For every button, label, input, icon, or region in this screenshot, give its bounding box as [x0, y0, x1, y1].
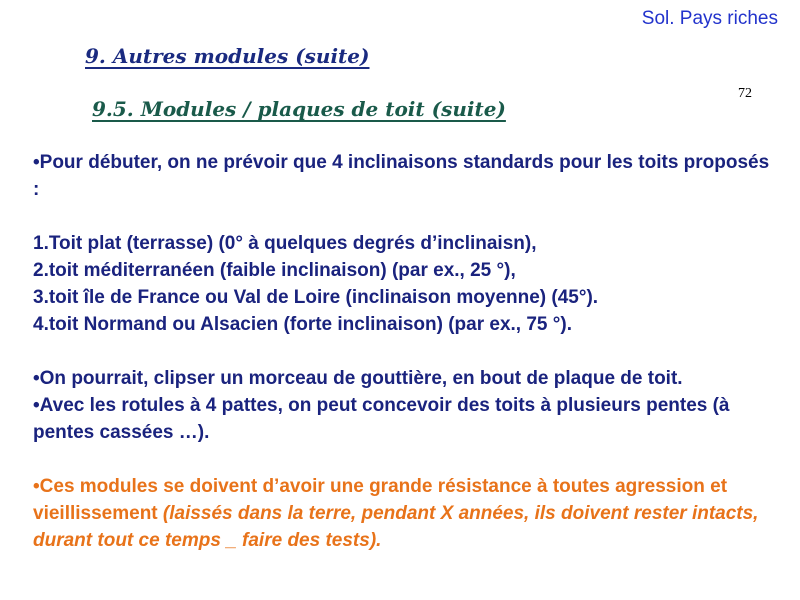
- spacer: [33, 338, 773, 365]
- list-item: 3.toit île de France ou Val de Loire (inclinaison moyenne) (45°).: [33, 287, 599, 308]
- slide-body: [33, 149, 773, 554]
- slide-title: 9. Autres modules (suite): [85, 44, 370, 68]
- resistance-main-text: •Ces modules se doivent d’avoir une grande résistance à toutes agression et vieillissement: [33, 476, 728, 524]
- intro-bullet: •Pour débuter, on ne prévoir que 4 inclinaisons standards pour les toits proposés :: [33, 152, 770, 200]
- list-item: 4.toit Normand ou Alsacien (forte inclinaison) (par ex., 75 °).: [33, 314, 572, 335]
- list-item: 2.toit méditerranéen (faible inclinaison) (par ex., 25 °),: [33, 260, 516, 281]
- page-number: 72: [738, 86, 752, 101]
- slide-subtitle: 9.5. Modules / plaques de toit (suite): [92, 97, 506, 121]
- list-item: 1.Toit plat (terrasse) (0° à quelques degrés d’inclinaisn),: [33, 233, 537, 254]
- rotules-bullet: •Avec les rotules à 4 pattes, on peut concevoir des toits à plusieurs pentes (à pentes cassées …).: [33, 395, 730, 443]
- resistance-italic-text: (laissés dans la terre, pendant X années, ils doivent rester intacts, durant tout ce temps _ faire des tests).: [33, 503, 759, 551]
- resistance-bullet: [33, 473, 773, 554]
- top-label: Sol. Pays riches: [641, 8, 778, 29]
- spacer: [33, 446, 773, 473]
- spacer: [33, 203, 773, 230]
- gouttiere-bullet: •On pourrait, clipser un morceau de gouttière, en bout de plaque de toit.: [33, 368, 683, 389]
